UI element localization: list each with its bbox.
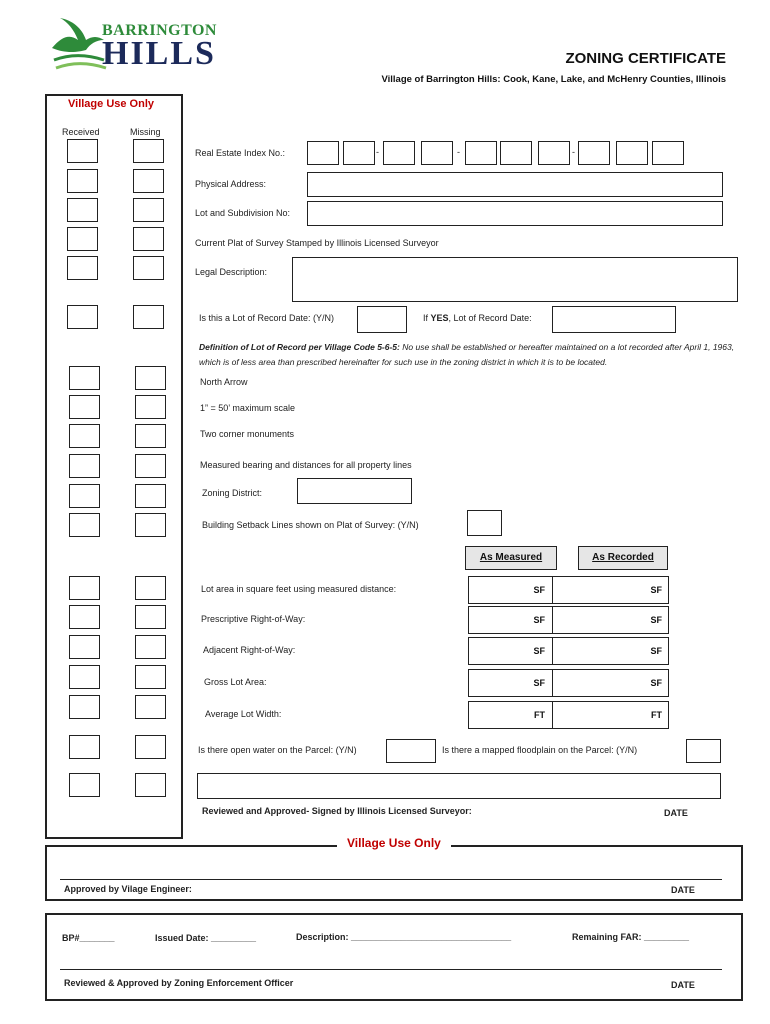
missing-checkbox[interactable] xyxy=(135,366,166,390)
missing-checkbox[interactable] xyxy=(133,305,164,329)
address-input[interactable] xyxy=(307,172,723,197)
engineer-date-label: DATE xyxy=(671,885,695,895)
recorded-value-input[interactable] xyxy=(552,669,669,697)
received-checkbox[interactable] xyxy=(69,395,100,419)
description-field[interactable]: Description: ________________________________ xyxy=(296,932,512,942)
open-water-label: Is there open water on the Parcel: (Y/N) xyxy=(198,745,357,755)
measure-row-label: Adjacent Right-of-Way: xyxy=(203,645,296,655)
missing-checkbox[interactable] xyxy=(135,395,166,419)
pin-digit-box[interactable] xyxy=(421,141,453,165)
unit-label: SF xyxy=(533,615,545,625)
open-water-input[interactable] xyxy=(386,739,436,763)
address-label: Physical Address: xyxy=(195,179,267,189)
missing-header: Missing xyxy=(130,127,161,137)
pin-digit-box[interactable] xyxy=(307,141,339,165)
received-checkbox[interactable] xyxy=(67,139,98,163)
received-checkbox[interactable] xyxy=(69,605,100,629)
received-checkbox[interactable] xyxy=(67,227,98,251)
missing-checkbox[interactable] xyxy=(133,227,164,251)
received-checkbox[interactable] xyxy=(69,366,100,390)
page-title: ZONING CERTIFICATE xyxy=(565,50,726,67)
pin-dash: - xyxy=(376,147,379,157)
bearing-label: Measured bearing and distances for all property lines xyxy=(200,460,412,470)
unit-label: SF xyxy=(533,585,545,595)
pin-digit-box[interactable] xyxy=(343,141,375,165)
missing-checkbox[interactable] xyxy=(135,735,166,759)
issued-date[interactable]: Issued Date: _________ xyxy=(155,933,257,943)
received-checkbox[interactable] xyxy=(67,198,98,222)
village-use-bottom-title: Village Use Only xyxy=(337,836,451,850)
measure-row-label: Average Lot Width: xyxy=(205,709,282,719)
measure-row-label: Gross Lot Area: xyxy=(204,677,267,687)
received-checkbox[interactable] xyxy=(69,513,100,537)
measure-row-label: Prescriptive Right-of-Way: xyxy=(201,614,306,624)
received-checkbox[interactable] xyxy=(67,305,98,329)
missing-checkbox[interactable] xyxy=(135,424,166,448)
missing-checkbox[interactable] xyxy=(135,695,166,719)
officer-date-label: DATE xyxy=(671,980,695,990)
measured-value-input[interactable] xyxy=(468,576,556,604)
sidebar-title: Village Use Only xyxy=(68,98,155,110)
north-arrow-label: North Arrow xyxy=(200,377,248,387)
missing-checkbox[interactable] xyxy=(133,198,164,222)
received-checkbox[interactable] xyxy=(69,773,100,797)
lot-subdivision-input[interactable] xyxy=(307,201,723,226)
zoning-district-label: Zoning District: xyxy=(202,488,263,498)
floodplain-input[interactable] xyxy=(686,739,721,763)
missing-checkbox[interactable] xyxy=(135,605,166,629)
received-checkbox[interactable] xyxy=(69,424,100,448)
received-checkbox[interactable] xyxy=(69,735,100,759)
surveyor-label: Reviewed and Approved- Signed by Illinois Licensed Surveyor: xyxy=(202,806,472,816)
measured-value-input[interactable] xyxy=(468,701,556,729)
lot-record-question: Is this a Lot of Record Date: (Y/N) xyxy=(199,313,335,323)
page-subtitle: Village of Barrington Hills: Cook, Kane, Lake, and McHenry Counties, Illinois xyxy=(381,74,726,85)
received-checkbox[interactable] xyxy=(69,635,100,659)
scale-label: 1” = 50’ maximum scale xyxy=(200,403,295,413)
lot-record-date-label: If YES, Lot of Record Date: xyxy=(423,313,532,323)
zoning-district-input[interactable] xyxy=(297,478,412,504)
pin-digit-box[interactable] xyxy=(652,141,684,165)
as-recorded-header: As Recorded xyxy=(578,546,668,570)
village-logo xyxy=(48,12,216,74)
pin-digit-box[interactable] xyxy=(538,141,570,165)
pin-digit-box[interactable] xyxy=(465,141,497,165)
missing-checkbox[interactable] xyxy=(135,484,166,508)
lot-record-date-input[interactable] xyxy=(552,306,676,333)
missing-checkbox[interactable] xyxy=(133,169,164,193)
legal-description-label: Legal Description: xyxy=(195,267,268,277)
plat-label: Current Plat of Survey Stamped by Illinois Licensed Surveyor xyxy=(195,238,439,248)
surveyor-date-label: DATE xyxy=(664,808,688,818)
recorded-value-input[interactable] xyxy=(552,606,669,634)
measure-row-label: Lot area in square feet using measured distance: xyxy=(201,584,397,594)
unit-label: FT xyxy=(534,710,545,720)
unit-label: SF xyxy=(650,646,662,656)
received-checkbox[interactable] xyxy=(69,665,100,689)
officer-signature-line xyxy=(60,969,722,970)
missing-checkbox[interactable] xyxy=(135,576,166,600)
recorded-value-input[interactable] xyxy=(552,637,669,665)
unit-label: SF xyxy=(650,678,662,688)
legal-description-input[interactable] xyxy=(292,257,738,302)
engineer-signature-line xyxy=(60,879,722,880)
measured-value-input[interactable] xyxy=(468,637,556,665)
officer-label: Reviewed & Approved by Zoning Enforcement Officer xyxy=(64,978,294,988)
measured-value-input[interactable] xyxy=(468,669,556,697)
floodplain-label: Is there a mapped floodplain on the Parcel: (Y/N) xyxy=(442,745,638,755)
received-checkbox[interactable] xyxy=(67,169,98,193)
missing-checkbox[interactable] xyxy=(133,139,164,163)
missing-checkbox[interactable] xyxy=(135,454,166,478)
received-checkbox[interactable] xyxy=(69,576,100,600)
surveyor-signature-input[interactable] xyxy=(197,773,721,799)
missing-checkbox[interactable] xyxy=(135,773,166,797)
setback-label: Building Setback Lines shown on Plat of Survey: (Y/N) xyxy=(202,520,419,530)
missing-checkbox[interactable] xyxy=(135,665,166,689)
pin-dash: - xyxy=(572,147,575,157)
logo-bottom-text: HILLS xyxy=(102,35,216,72)
monuments-label: Two corner monuments xyxy=(200,429,295,439)
recorded-value-input[interactable] xyxy=(552,576,669,604)
logo-top-text: BARRINGTON xyxy=(102,22,217,39)
pin-digit-box[interactable] xyxy=(578,141,610,165)
bp-number[interactable]: BP#_______ xyxy=(62,933,115,943)
unit-label: FT xyxy=(651,710,662,720)
pin-digit-box[interactable] xyxy=(616,141,648,165)
pin-digit-box[interactable] xyxy=(383,141,415,165)
received-checkbox[interactable] xyxy=(69,454,100,478)
pin-digit-box[interactable] xyxy=(500,141,532,165)
unit-label: SF xyxy=(650,585,662,595)
missing-checkbox[interactable] xyxy=(135,635,166,659)
missing-checkbox[interactable] xyxy=(135,513,166,537)
bird-icon xyxy=(48,14,108,72)
unit-label: SF xyxy=(650,615,662,625)
unit-label: SF xyxy=(533,646,545,656)
missing-checkbox[interactable] xyxy=(133,256,164,280)
real-estate-label: Real Estate Index No.: xyxy=(195,148,286,158)
engineer-label: Approved by Vilage Engineer: xyxy=(64,884,192,894)
pin-dash: - xyxy=(457,147,460,157)
recorded-value-input[interactable] xyxy=(552,701,669,729)
received-checkbox[interactable] xyxy=(69,484,100,508)
lot-record-definition: Definition of Lot of Record per Village Code 5-6-5: No use shall be established or hereafter maintained on a lot recorded after April 1, 1963, which is of less area than prescribed hereinafter for such use in the zoning district in which it is to be located. xyxy=(199,342,735,367)
setback-yn-input[interactable] xyxy=(467,510,502,536)
unit-label: SF xyxy=(533,678,545,688)
remaining-far[interactable]: Remaining FAR: _________ xyxy=(572,932,690,942)
measured-value-input[interactable] xyxy=(468,606,556,634)
received-checkbox[interactable] xyxy=(67,256,98,280)
received-checkbox[interactable] xyxy=(69,695,100,719)
lot-record-yn-input[interactable] xyxy=(357,306,407,333)
lot-subdivision-label: Lot and Subdivision No: xyxy=(195,208,291,218)
received-header: Received xyxy=(62,127,100,137)
as-measured-header: As Measured xyxy=(465,546,557,570)
